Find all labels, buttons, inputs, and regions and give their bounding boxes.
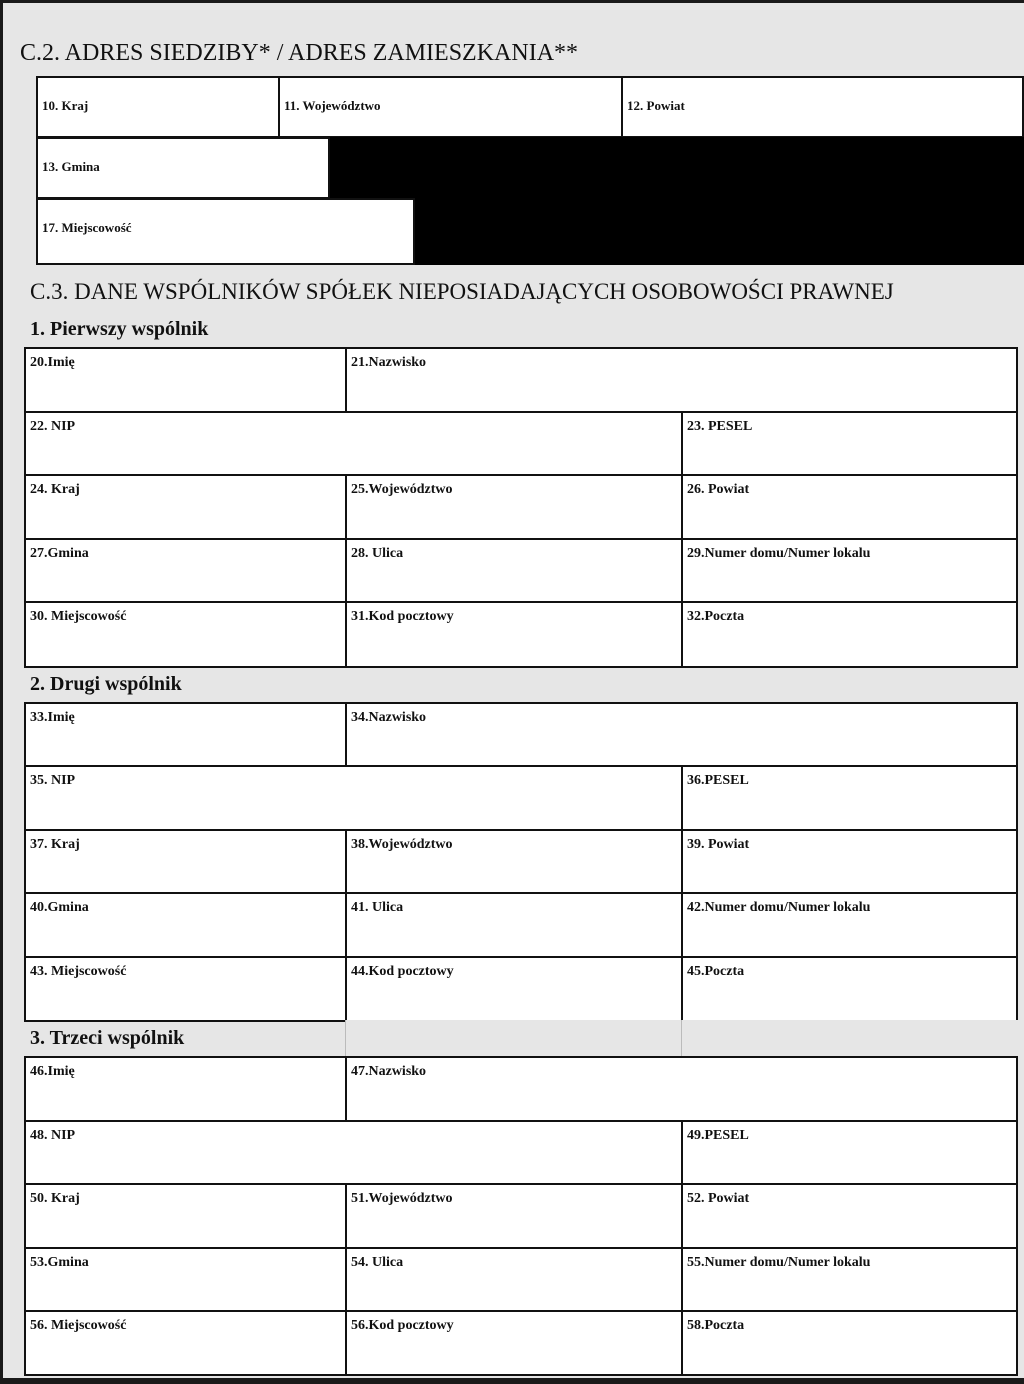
field-label: 26. Powiat [687,482,750,497]
field-label: 31.Kod pocztowy [351,609,454,624]
field-label: 29.Numer domu/Numer lokalu [687,546,871,561]
field-miejscowosc[interactable] [24,1310,348,1376]
field-label: 58.Poczta [687,1318,745,1333]
section-c2-title: C.2. ADRES SIEDZIBY* / ADRES ZAMIESZKANIA** [20,40,579,66]
partner-heading: 3. Trzeci wspólnik [30,1027,185,1049]
field-kraj[interactable] [24,474,348,540]
field-label: 30. Miejscowość [30,609,127,624]
field-kraj[interactable] [24,829,348,895]
field-label: 37. Kraj [30,837,80,852]
field-label: 24. Kraj [30,482,80,497]
field-label: 38.Województwo [351,837,453,852]
field-label: 12. Powiat [627,98,685,113]
field-wojewodztwo[interactable] [345,474,684,540]
field-label: 47.Nazwisko [351,1064,427,1079]
field-gmina[interactable] [24,538,348,604]
field-poczta[interactable] [681,1310,1018,1376]
field-label: 49.PESEL [687,1128,749,1143]
field-label: 35. NIP [30,773,76,788]
field-numer-domu[interactable] [681,1247,1018,1313]
field-imie[interactable] [24,347,348,413]
field-label: 36.PESEL [687,773,749,788]
field-label: 39. Powiat [687,837,750,852]
field-kod-pocztowy[interactable] [345,601,684,668]
field-label: 10. Kraj [42,98,89,113]
field-label: 40.Gmina [30,900,89,915]
redacted-area [415,198,1024,265]
heading-row-divider [345,1020,682,1056]
field-label: 42.Numer domu/Numer lokalu [687,900,871,915]
field-c2-miejscowosc[interactable] [36,198,415,265]
field-numer-domu[interactable] [681,892,1018,958]
field-label: 17. Miejscowość [42,220,132,235]
field-ulica[interactable] [345,1247,684,1313]
field-label: 54. Ulica [351,1255,404,1270]
field-label: 21.Nazwisko [351,355,427,370]
section-c3-title: C.3. DANE WSPÓLNIKÓW SPÓŁEK NIEPOSIADAJĄCYCH OSOBOWOŚCI PRAWNEJ [30,279,894,304]
field-pesel[interactable] [681,1120,1018,1186]
field-numer-domu[interactable] [681,538,1018,604]
field-label: 56. Miejscowość [30,1318,127,1333]
field-nip[interactable] [24,765,684,831]
page-border-bottom [0,1378,1024,1384]
field-gmina[interactable] [24,1247,348,1313]
field-nazwisko[interactable] [345,347,1018,413]
field-label: 32.Poczta [687,609,745,624]
field-label: 44.Kod pocztowy [351,964,454,979]
heading-row-divider [681,1020,1018,1056]
field-ulica[interactable] [345,538,684,604]
field-kod-pocztowy[interactable] [345,956,684,1022]
field-gmina[interactable] [24,892,348,958]
field-pesel[interactable] [681,411,1018,477]
field-poczta[interactable] [681,956,1018,1022]
field-label: 45.Poczta [687,964,745,979]
field-label: 51.Województwo [351,1191,453,1206]
field-label: 43. Miejscowość [30,964,127,979]
field-label: 33.Imię [30,710,75,725]
field-label: 28. Ulica [351,546,404,561]
field-ulica[interactable] [345,892,684,958]
field-powiat[interactable] [681,474,1018,540]
field-label: 50. Kraj [30,1191,80,1206]
field-c2-powiat[interactable] [621,76,1024,138]
redacted-area [330,137,1024,199]
partner-heading: 1. Pierwszy wspólnik [30,318,209,340]
field-label: 41. Ulica [351,900,404,915]
field-label: 48. NIP [30,1128,76,1143]
field-label: 11. Województwo [284,98,381,113]
field-wojewodztwo[interactable] [345,1183,684,1249]
field-label: 13. Gmina [42,159,100,174]
page-border-top [0,0,1024,3]
field-c2-wojewodztwo[interactable] [278,76,623,138]
field-powiat[interactable] [681,829,1018,895]
field-imie[interactable] [24,702,348,768]
field-c2-kraj[interactable] [36,76,280,138]
field-miejscowosc[interactable] [24,956,348,1022]
field-label: 22. NIP [30,419,76,434]
field-label: 20.Imię [30,355,75,370]
field-label: 56.Kod pocztowy [351,1318,454,1333]
field-label: 27.Gmina [30,546,89,561]
field-nazwisko[interactable] [345,702,1018,768]
field-wojewodztwo[interactable] [345,829,684,895]
field-label: 25.Województwo [351,482,453,497]
field-label: 53.Gmina [30,1255,89,1270]
field-imie[interactable] [24,1056,348,1122]
field-c2-gmina[interactable] [36,137,330,199]
field-kraj[interactable] [24,1183,348,1249]
field-poczta[interactable] [681,601,1018,668]
field-nazwisko[interactable] [345,1056,1018,1122]
field-label: 23. PESEL [687,419,753,434]
field-label: 46.Imię [30,1064,75,1079]
field-nip[interactable] [24,1120,684,1186]
field-label: 52. Powiat [687,1191,750,1206]
field-miejscowosc[interactable] [24,601,348,668]
field-label: 34.Nazwisko [351,710,427,725]
partner-heading: 2. Drugi wspólnik [30,673,182,695]
field-nip[interactable] [24,411,684,477]
field-kod-pocztowy[interactable] [345,1310,684,1376]
field-powiat[interactable] [681,1183,1018,1249]
field-pesel[interactable] [681,765,1018,831]
page-border-left [0,0,3,1384]
field-label: 55.Numer domu/Numer lokalu [687,1255,871,1270]
